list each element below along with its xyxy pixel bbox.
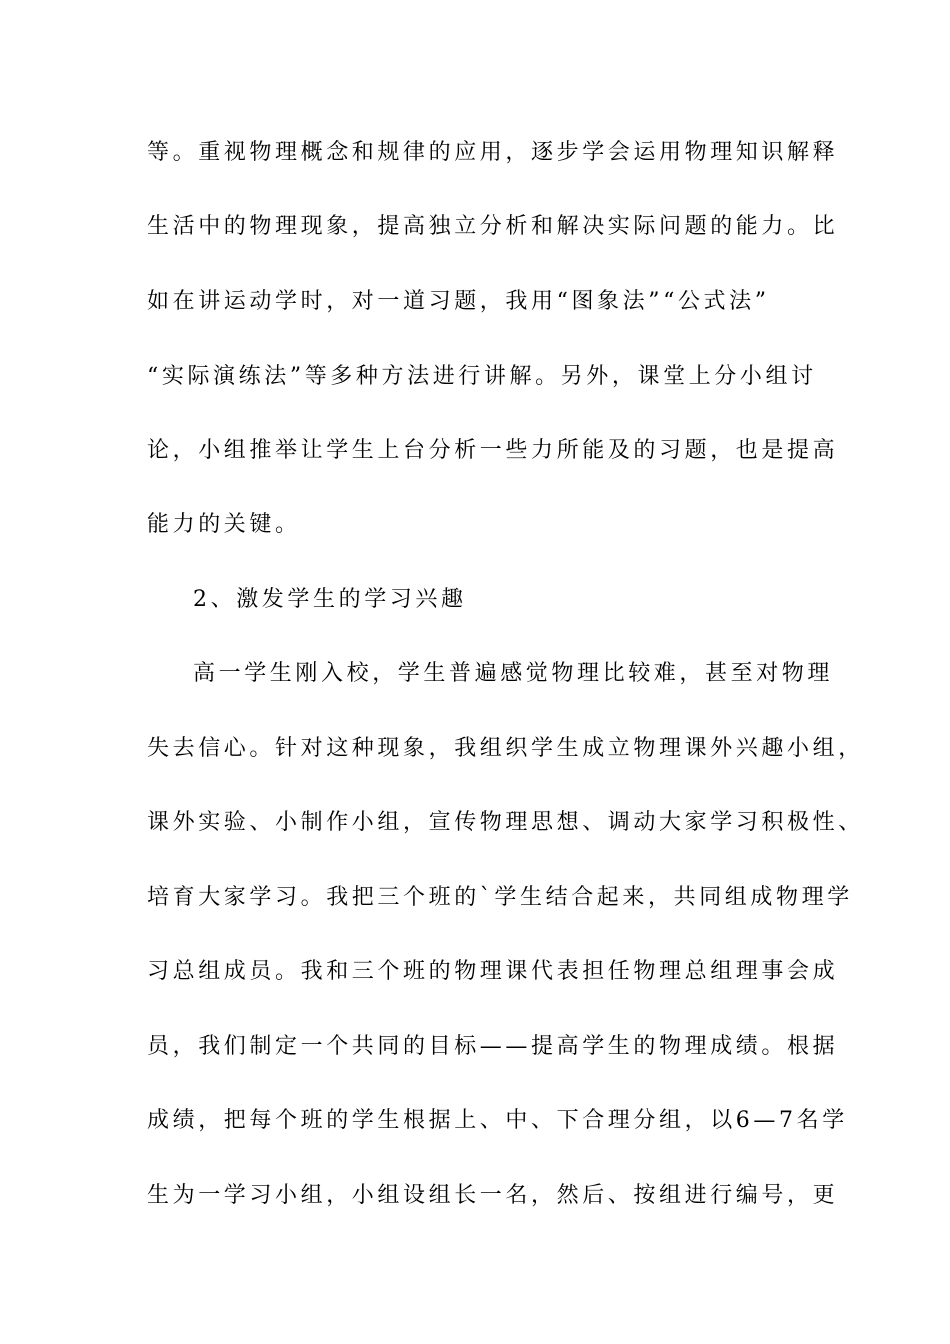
paragraph-line-4: “实际演练法”等多种方法进行讲解。另外，课堂上分小组讨	[147, 364, 817, 389]
paragraph-line-13: 员，我们制定一个共同的目标——提高学生的物理成绩。根据	[147, 1034, 839, 1059]
paragraph-line-6: 能力的关键。	[147, 512, 301, 537]
paragraph-line-2: 生活中的物理现象，提高独立分析和解决实际问题的能力。比	[147, 214, 839, 239]
paragraph-line-12: 习总组成员。我和三个班的物理课代表担任物理总组理事会成	[147, 959, 839, 984]
paragraph-line-5: 论，小组推举让学生上台分析一些力所能及的习题，也是提高	[147, 438, 839, 463]
paragraph-line-15: 生为一学习小组，小组设组长一名，然后、按组进行编号，更	[147, 1183, 839, 1208]
paragraph-line-1: 等。重视物理概念和规律的应用，逐步学会运用物理知识解释	[147, 140, 839, 165]
paragraph-line-14: 成绩，把每个班的学生根据上、中、下合理分组，以6—7名学	[147, 1108, 848, 1133]
paragraph-line-3: 如在讲运动学时，对一道习题，我用“图象法”“公式法”	[147, 289, 770, 314]
paragraph-line-8: 高一学生刚入校，学生普遍感觉物理比较难，甚至对物理	[193, 661, 834, 686]
section-heading: 2、激发学生的学习兴趣	[193, 587, 467, 612]
paragraph-line-11: 培育大家学习。我把三个班的`学生结合起来，共同组成物理学	[147, 885, 853, 910]
paragraph-line-10: 课外实验、小制作小组，宣传物理思想、调动大家学习积极性、	[147, 810, 864, 835]
paragraph-line-9: 失去信心。针对这种现象，我组织学生成立物理课外兴趣小组，	[147, 736, 864, 761]
